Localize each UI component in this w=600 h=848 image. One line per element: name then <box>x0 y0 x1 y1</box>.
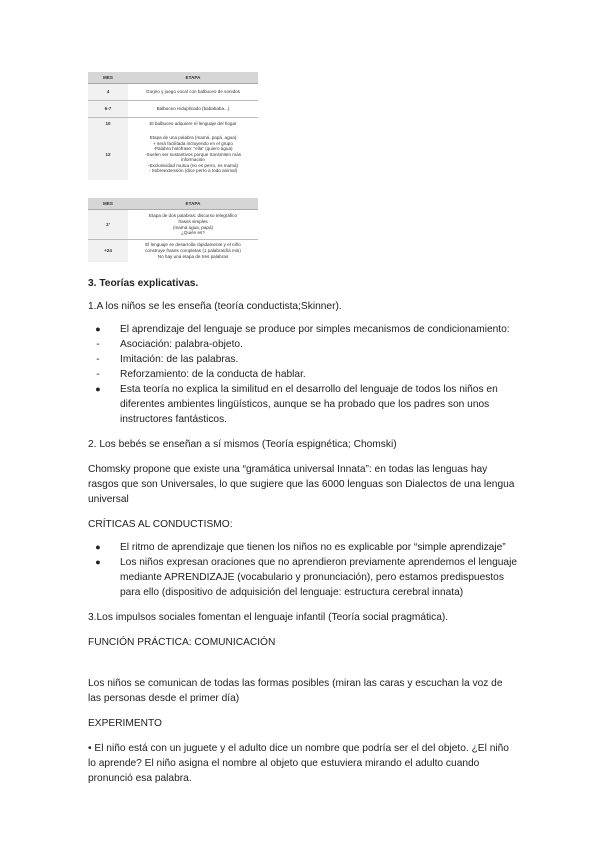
criticas-heading: CRÍTICAS AL CONDUCTISMO: <box>88 519 233 530</box>
table-row <box>88 84 258 101</box>
document-body <box>88 276 518 786</box>
theory-2-heading: 2. Los bebés se enseñan a sí mismos (Teoría espignética; Chomski) <box>88 439 397 450</box>
table-cell-etapa <box>128 210 258 240</box>
list-item-text: El ritmo de aprendizaje que tienen los niños no es explicable por “simple aprendizaje” <box>120 542 506 553</box>
dash-icon: - <box>96 339 100 350</box>
table2-header-etapa: ETAPA <box>128 198 258 210</box>
list-item-text: El aprendizaje del lenguaje se produce por simples mecanismos de condicionamiento: <box>120 324 510 335</box>
list-item-text: Reforzamiento: de la conducta de hablar. <box>120 369 306 380</box>
section-title: 3. Teorías explicativas. <box>88 278 199 289</box>
table1-header-mes: MES <box>88 72 128 84</box>
spacer <box>88 650 518 676</box>
table-cell-line: ¿Quién es? <box>181 230 205 236</box>
list-item <box>88 555 518 600</box>
development-stage-table-1 <box>88 72 258 180</box>
table-cell-line: -Suelen ser sustantivos porque transmiten más <box>144 151 241 157</box>
list-item-text: Imitación: de las palabras. <box>120 354 239 365</box>
table-cell-line: construye frases completas (1 palabra/día min) <box>145 247 241 253</box>
list-item <box>88 337 518 352</box>
table-cell-mes: +24 <box>88 240 128 262</box>
table-cell-line: El balbuceo adquiere el lenguaje del hogar <box>149 120 237 126</box>
table-cell-line: - Sobreextensión (dice perro a todo animal) <box>148 168 238 174</box>
table-cell-etapa <box>128 130 258 180</box>
bullet-icon: ● <box>95 542 101 552</box>
dash-icon: - <box>96 369 100 380</box>
table-row <box>88 101 258 118</box>
table-cell-line: El lenguaje se desarrolla rápidamente y el niño <box>145 242 241 248</box>
table-cell-line: Etapa de una palabra (mamá, papá, agua) <box>149 134 237 140</box>
list-item-text: Esta teoría no explica la similitud en el desarrollo del lenguaje de todos los niños en diferentes ambientes lingüísticos, aunque se ha probado que los padres son unos instructores fantásticos. <box>120 384 498 425</box>
list-item <box>88 540 518 555</box>
bullet-icon: ● <box>95 324 101 334</box>
list-item <box>88 382 518 427</box>
table-cell-mes: 10 <box>88 118 128 130</box>
table-cell-mes: 4 <box>88 84 128 101</box>
chomsky-paragraph: Chomsky propone que existe una “gramática universal Innata”: en todas las lenguas hay rasgos que son Universales, lo que sugiere que las 6000 lenguas son Dialectos de una lengua universal <box>88 464 515 505</box>
table-cell-line: Etapa de dos palabras: discurso telegráfico <box>148 213 238 219</box>
theory-1-heading: 1.A los niños se les enseña (teoría conductista;Skinner). <box>88 301 342 312</box>
table-cell-line: información <box>181 157 205 163</box>
criticas-list <box>88 540 518 600</box>
experimento-paragraph: • El niño está con un juguete y el adulto dice un nombre que podría ser el del objeto. ¿El niño lo aprende? El niño asigna el nombre al objeto que estuviera mirando el adulto cuando pronunció esa palabra. <box>88 743 509 784</box>
table-cell-mes: 6-7 <box>88 101 128 118</box>
funcion-heading: FUNCIÓN PRÁCTICA: COMUNICACIÓN <box>88 637 276 648</box>
table2-header-mes: MES <box>88 198 128 210</box>
theory-1-list <box>88 322 518 427</box>
table-cell-line: Balbuceo reduplicado (babababa...) <box>156 106 230 112</box>
theory-3-heading: 3.Los impulsos sociales fomentan el lenguaje infantil (Teoría social pragmática). <box>88 612 449 623</box>
list-item <box>88 322 518 337</box>
table-cell-line: (mamá agua, papá) <box>172 224 214 230</box>
dash-icon: - <box>96 354 100 365</box>
table-cell-line: No hay una etapa de tres palabras <box>157 253 229 259</box>
table-cell-line: + será facilitada incluyendo en el grupo <box>153 140 233 146</box>
bullet-icon: ● <box>95 384 101 394</box>
table-row <box>88 210 258 240</box>
table-cell-mes: 12 <box>88 130 128 180</box>
table-cell-etapa <box>128 118 258 130</box>
table-cell-line: -Palabra holofrase: "ella" (quiero agua) <box>153 146 233 152</box>
experimento-heading: EXPERIMENTO <box>88 718 162 729</box>
table1-header-etapa: ETAPA <box>128 72 258 84</box>
bullet-icon: ● <box>95 557 101 567</box>
table-row <box>88 240 258 262</box>
table-cell-etapa <box>128 101 258 118</box>
list-item <box>88 352 518 367</box>
comunican-paragraph: Los niños se comunican de todas las formas posibles (miran las caras y escuchan la voz de las personas desde el primer día) <box>88 678 503 704</box>
list-item-text: Asociación: palabra-objeto. <box>120 339 243 350</box>
table-cell-mes: 2' <box>88 210 128 240</box>
table-cell-line: Gorjeo y juego vocal con balbuceo de sonidos <box>146 89 240 95</box>
table-cell-etapa <box>128 84 258 101</box>
table-row <box>88 118 258 130</box>
list-item <box>88 367 518 382</box>
list-item-text: Los niños expresan oraciones que no aprendieron previamente aprendemos el lenguaje mediante APRENDIZAJE (vocabulario y pronunciación), pero estamos predispuestos para ello (dispositivo de adquisición del lenguaje: estructura cerebral innata) <box>120 557 518 598</box>
table-cell-line: -Exclusividad mutua (no es perro, es mamá) <box>147 162 239 168</box>
development-stage-table-2 <box>88 198 258 262</box>
table-row <box>88 130 258 180</box>
table-cell-etapa <box>128 240 258 262</box>
table-cell-line: frases simples <box>178 218 208 224</box>
